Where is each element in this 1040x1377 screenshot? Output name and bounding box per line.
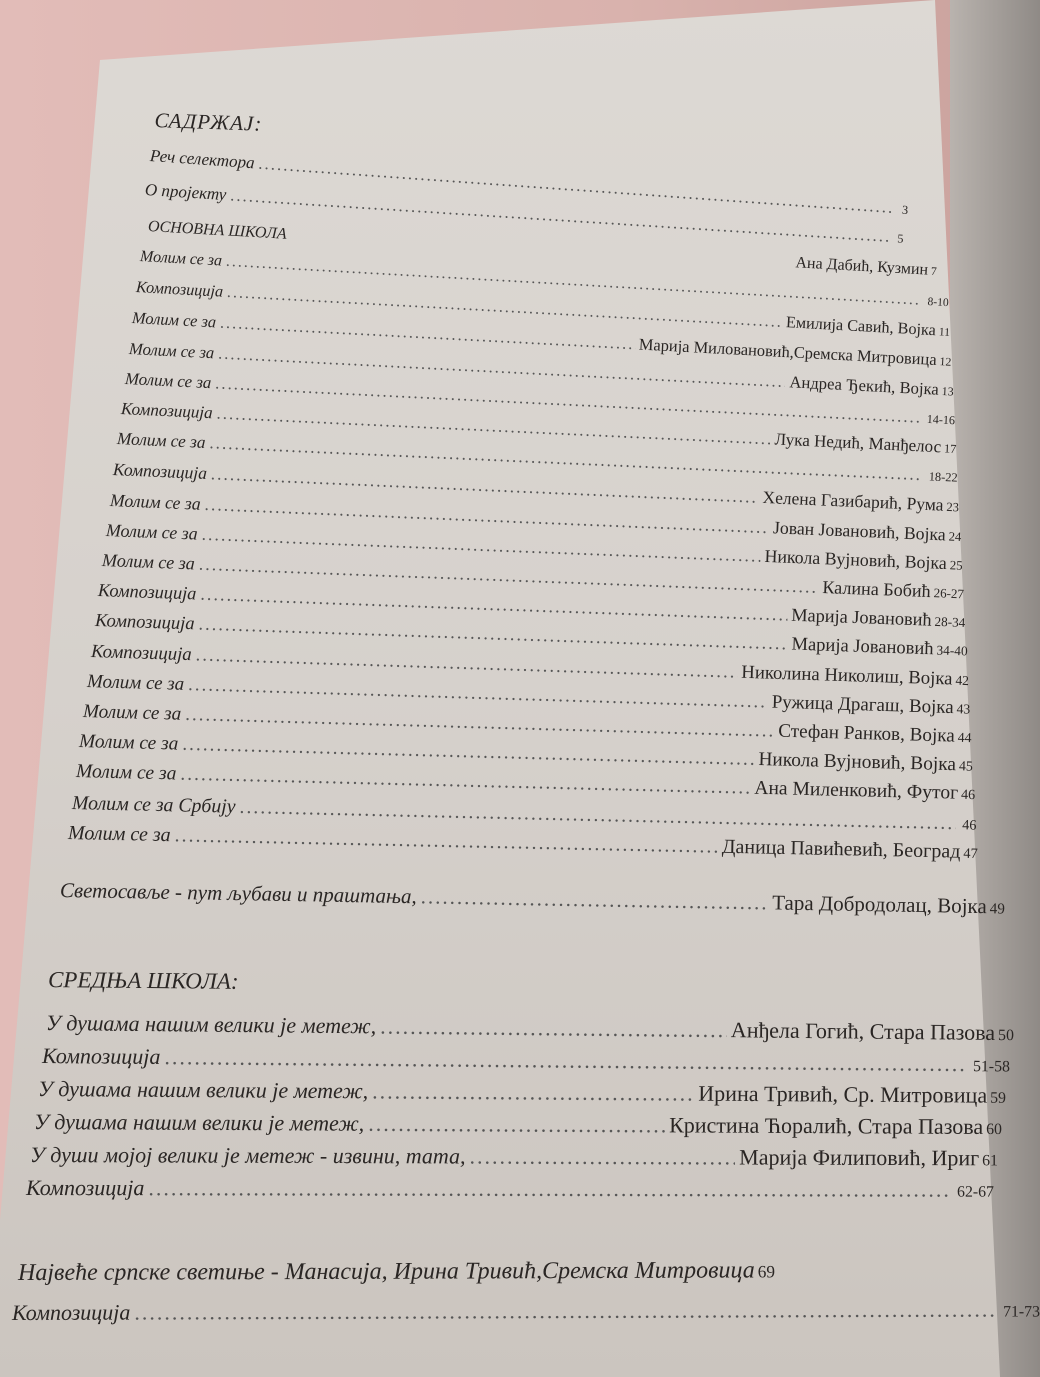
entry-page: 43 xyxy=(956,701,971,717)
entry-author: Анђела Гогић, Стара Пазова xyxy=(730,1017,996,1045)
entry-page: 12 xyxy=(939,354,953,370)
leader-dots xyxy=(134,1297,996,1326)
entry-page: 62-67 xyxy=(957,1183,995,1201)
leader-dots xyxy=(180,764,750,800)
leader-dots xyxy=(164,1044,966,1077)
entry-title: У душама нашим велики је метеж, xyxy=(33,1109,365,1136)
entry-title: Молим се за xyxy=(128,338,215,362)
entry-title: Молим се за xyxy=(79,731,179,755)
entry-title: Молим се за xyxy=(75,761,177,785)
entry-page: 34-40 xyxy=(935,642,968,659)
entry-author: Ана Миленковић, Футог xyxy=(753,778,958,805)
entry-title: Композиција xyxy=(25,1175,145,1201)
entry-page: 7 xyxy=(930,265,938,279)
entry-page: 8-10 xyxy=(927,296,950,310)
toc-entry xyxy=(38,1076,1006,1109)
entry-author: Ана Дабић, Кузмин xyxy=(795,254,929,279)
entry-title: Највеће српске светиње - Манасија, Ирина Тривић,Сремска Митровица xyxy=(17,1257,755,1286)
entry-author: Јован Јовановић, Војка xyxy=(772,516,946,544)
entry-page: 18-22 xyxy=(928,469,959,485)
entry-title: Композиција xyxy=(11,1299,131,1325)
entry-page: 60 xyxy=(986,1120,1003,1139)
toc-entry xyxy=(46,1010,1014,1046)
entry-author: Марија Миловановић,Сремска Митровица xyxy=(638,334,938,370)
entry-page: 14-16 xyxy=(926,411,956,428)
entry-page: 51-58 xyxy=(972,1058,1011,1076)
entry-page: 46 xyxy=(960,787,975,804)
entry-author: Марија Јовановић xyxy=(791,604,933,630)
entry-title: О пројекту xyxy=(144,180,227,205)
leader-dots xyxy=(372,1078,694,1106)
entry-author: Емилија Савић, Војка xyxy=(785,313,937,340)
entry-title: Композиција xyxy=(94,610,195,635)
toc-title: САДРЖАЈ: xyxy=(154,108,263,136)
entry-page: 59 xyxy=(990,1089,1007,1107)
leader-dots xyxy=(421,884,769,915)
leader-dots xyxy=(174,824,718,858)
entry-page: 25 xyxy=(949,557,963,573)
leader-dots xyxy=(148,1175,950,1202)
entry-title: Молим се за xyxy=(109,489,201,514)
entry-page: 28-34 xyxy=(934,614,966,631)
entry-author: Марија Филиповић, Ириг xyxy=(739,1144,980,1171)
entry-author: Ружица Драгаш, Војка xyxy=(771,691,954,718)
entry-page: 24 xyxy=(947,529,962,544)
entry-author: Марија Јовановић xyxy=(790,633,934,660)
entry-title: Реч селектора xyxy=(149,146,256,173)
leader-dots xyxy=(470,1144,736,1171)
entry-title: Молим се за xyxy=(124,368,212,392)
entry-author: Лука Недић, Манђелос xyxy=(774,429,942,457)
entry-author: Хелена Газибарић, Рума xyxy=(762,487,945,516)
leader-dots xyxy=(380,1014,727,1044)
entry-title: У душама нашим велики је метеж, xyxy=(45,1010,377,1039)
entry-page: 17 xyxy=(943,441,957,457)
entry-page: 5 xyxy=(896,231,904,246)
entry-title: Молим се за xyxy=(116,429,207,453)
toc-entry xyxy=(42,1043,1010,1077)
entry-author: Тара Добродолац, Војка xyxy=(771,890,987,919)
entry-title: Композиција xyxy=(41,1043,161,1070)
entry-page: 49 xyxy=(989,901,1005,918)
entry-page: 3 xyxy=(901,202,909,217)
entry-page: 13 xyxy=(941,383,954,399)
toc-entry xyxy=(30,1142,998,1171)
entry-page: 61 xyxy=(982,1152,999,1170)
entry-title: Молим се за xyxy=(82,701,182,725)
entry-page: 23 xyxy=(946,500,960,515)
entry-author: Андреа Ђекић, Војка xyxy=(788,371,939,399)
entry-page: 46 xyxy=(961,816,977,834)
entry-title: Композиција xyxy=(113,459,208,484)
entry-page: 45 xyxy=(959,759,974,775)
entry-title: Композиција xyxy=(90,640,192,665)
entry-title: Молим се за xyxy=(67,821,171,846)
entry-page: 69 xyxy=(757,1262,776,1282)
section-heading: ОСНОВНА ШКОЛА xyxy=(147,218,288,243)
entry-title: Молим се за xyxy=(105,519,198,544)
entry-author: Ирина Тривић, Ср. Митровица xyxy=(698,1080,988,1108)
entry-author: Калина Бобић xyxy=(822,577,932,602)
entry-author: Никола Вујновић, Војка xyxy=(758,749,957,776)
entry-page: 44 xyxy=(957,729,972,746)
entry-title: Композиција xyxy=(97,580,198,604)
entry-title: Молим се за xyxy=(139,248,223,270)
entry-page: 47 xyxy=(963,845,978,862)
entry-title: Молим се за xyxy=(86,670,185,695)
toc-entry xyxy=(18,1256,1038,1287)
entry-author: Кристина Ћоралић, Стара Пазова xyxy=(669,1112,984,1139)
entry-title: Молим се за Србију xyxy=(71,791,236,818)
leader-dots xyxy=(368,1111,665,1139)
toc-entry xyxy=(26,1175,994,1203)
entry-author: Николина Николиш, Војка xyxy=(740,661,953,690)
entry-title: Композиција xyxy=(120,399,214,423)
entry-page: 50 xyxy=(998,1026,1015,1045)
entry-title: Светосавље - пут љубави и праштања, xyxy=(59,878,417,909)
entry-author: Никола Вујновић, Војка xyxy=(764,545,948,573)
entry-page: 42 xyxy=(954,672,969,688)
toc-entry xyxy=(12,1296,1040,1326)
toc-entry xyxy=(34,1109,1002,1140)
toc-entry xyxy=(60,878,1005,919)
entry-title: Молим се за xyxy=(131,308,218,332)
entry-author: Даница Павићевић, Београд xyxy=(721,835,961,863)
entry-title: У души мојој велики је метеж - извини, тата, xyxy=(29,1142,466,1169)
entry-title: Композиција xyxy=(135,278,224,301)
entry-title: У душама нашим велики је метеж, xyxy=(37,1076,369,1104)
entry-page: 71-73 xyxy=(1003,1303,1040,1321)
entry-page: 11 xyxy=(938,325,951,340)
entry-author: Стефан Ранков, Војка xyxy=(778,720,956,747)
entry-title: Молим се за xyxy=(101,550,196,574)
section-heading: СРЕДЊА ШКОЛА: xyxy=(47,967,239,994)
entry-page: 26-27 xyxy=(933,585,965,602)
